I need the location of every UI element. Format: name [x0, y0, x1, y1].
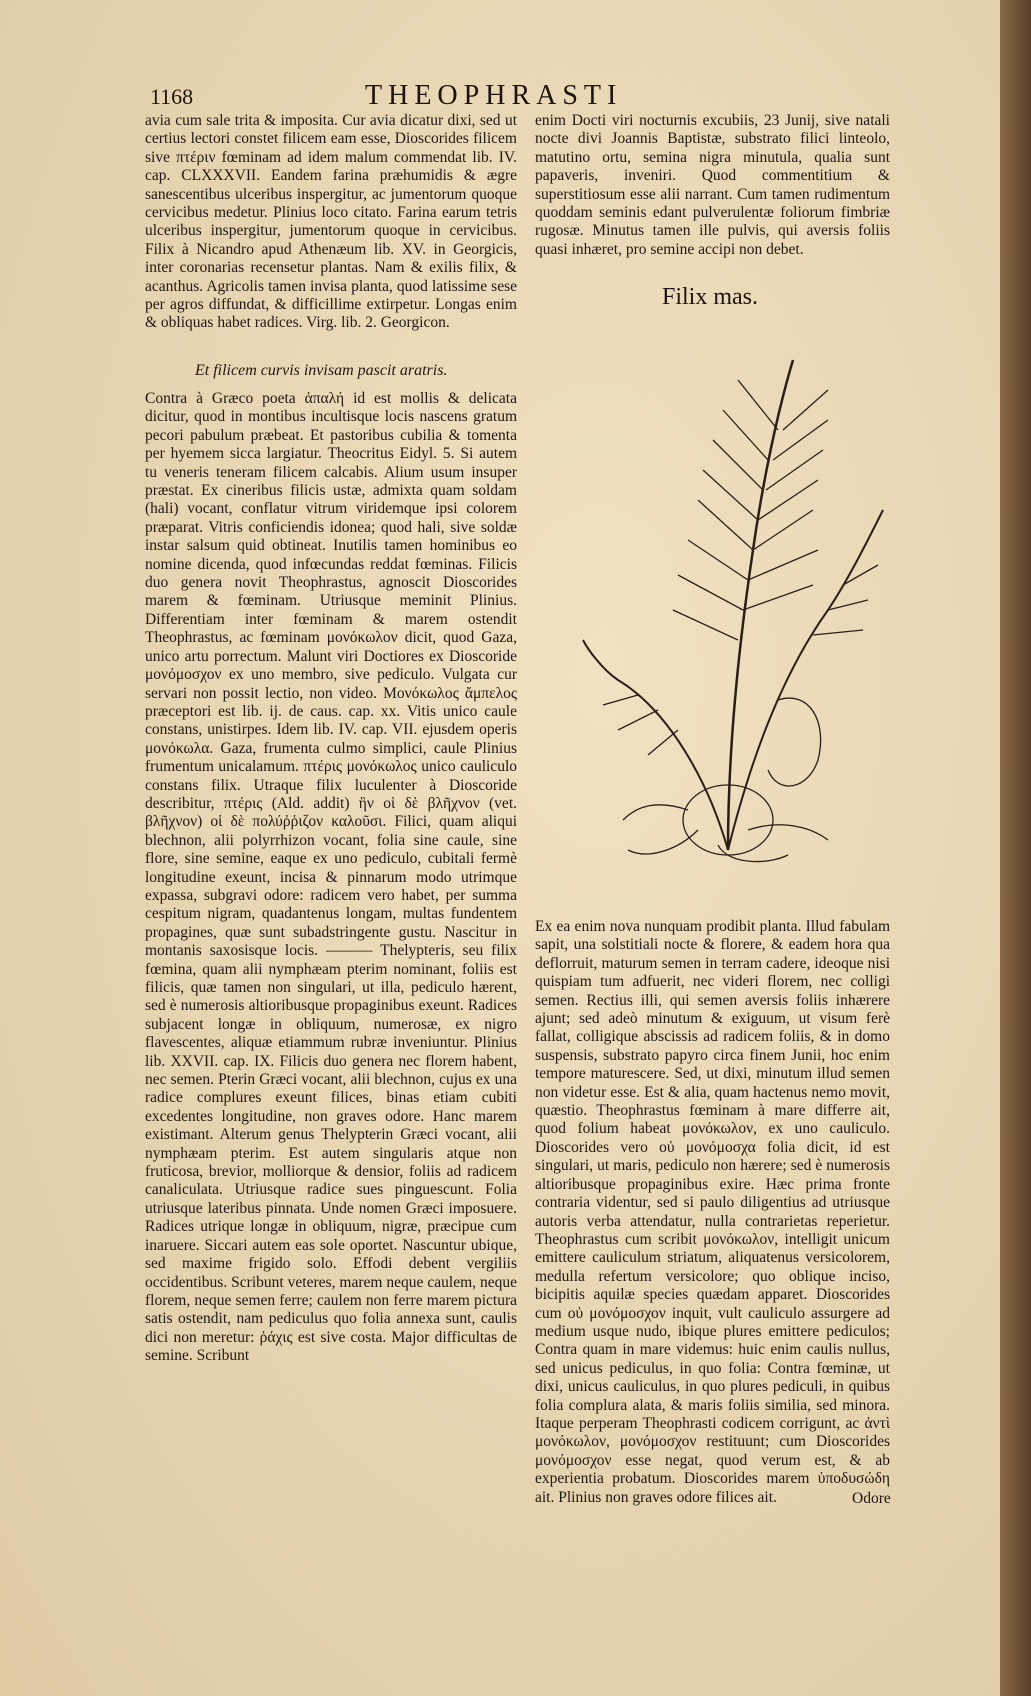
left-column-top-text: avia cum sale trita & imposita. Cur avia dicatur dixi, sed ut certius lectori constet filicem eam esse, Dioscorides filicem sive πτέριν fœminam ad idem malum commendat lib. IV. cap. CLXXXVII. Eandem farina præhumidis & ægre sanescentibus ulceribus inspergitur, ac jumentorum quoque cervicibus medetur. Plinius loco citato. Farina earum tetris ulceribus inspergitur, jumentorum quoque in cervicibus. Filix à Nicandro apud Athenæum lib. XV. in Georgicis, inter coronarias recensetur plantas. Nam & exilis filix, & acanthus. Agricolis tamen invisa planta, quod latissime sese per agros diffundat, & difficillime extirpetur. Longas enim & obliquas habet radices. Virg. lib. 2. Georgicon. — [145, 112, 517, 332]
fern-woodcut-illustration — [578, 350, 893, 870]
right-column-top-text: enim Docti viri nocturnis excubiis, 23 Junij, sive natali nocte divi Joannis Baptistæ, substrato filici linteolo, matutino ortu, semina nigra minutula, qualia sunt papaveris, inveniri. Quod commentitium & superstitiosum esse alii narrant. Cum tamen rudimentum quoddam seminis edant pulverulentæ foliorum fimbriæ rugosæ. Minutus tamen ille pulvis, qui aversis foliis quasi inhæret, pro semine accipi non debet. — [535, 112, 890, 258]
book-edge — [1000, 0, 1031, 1696]
page-number: 1168 — [150, 84, 194, 109]
catchword: Odore — [852, 1490, 891, 1507]
page-header — [150, 80, 960, 114]
right-column-main-text: Ex ea enim nova nunquam prodibit planta. Illud fabulam sapit, una solstitiali nocte & florere, & eadem hora qua deflorruit, maturum semen in terram cadere, ideoque nisi quispiam tum adfuerit, nec videri florem, nec colligi semen. Rectius illi, qui semen aversis foliis inhærere ajunt; sed adeò minutum & exiguum, ut visum ferè fallat, colligique abscissis ad radicem foliis, & in domo suspensis, substrato papyro circa finem Junii, hoc enim tempore maturescere. Sed, ut dixi, minutum illud semen non videtur esse. Est & alia, quam hactenus nemo movit, quæstio. Theophrastus fœminam à mare differre ait, quod folium habeat μονόκωλον, ex uno cauliculo. Dioscorides vero οὐ μονόμοσχα folia dicit, id est singulari, ut maris, pediculo non hærere; sed è numerosis altioribusque propaginibus exire. Hæc prima fronte contraria videntur, sed si paulo diligentius ad utriusque autoris verba attendatur, nulla contrarietas reperietur. Theophrastus cum scribit μονόκωλον, intelligit unicum emittere cauliculum striatum, aliquatenus versicolorem, medulla refertum versicolore; quo oblique inciso, bicipitis aquilæ species quædam apparet. Dioscorides cum οὐ μονόμοσχον inquit, vult cauliculo assurgere ad medium usque nudo, ibique plures emittere pediculos; Contra quam in mare videmus: huic enim caulis nullus, sed unicus pediculus, in quo folia: Contra fœminæ, ut dixi, unicus cauliculus, in quo plures pediculi, in quibus folia complura alata, & maris foliis similia, sed minora. Itaque perperam Theophrasti codicem corrigunt, ac ἀντὶ μονόκωλον, μονόμοσχον restituunt; cum Dioscorides μονόμοσχον esse negat, quod verum est, & ab experientia probatum. Dioscorides marem ὑποδυσώδη ait. Plinius non graves odore filices ait. — [535, 918, 890, 1506]
running-head: THEOPHRASTI — [365, 80, 623, 111]
left-column-main-text: Contra à Græco poeta ἁπαλή id est mollis & delicata dicitur, quod in montibus incultisque locis nascens gratum pecori pabulum præbeat. Et pastoribus cubilia & tomenta per hyemem sicca largiatur. Theocritus Eidyl. 5. Si autem tu veneris teneram filicem calcabis. Alium usum insuper præstat. Ex cineribus filicis ustæ, admixta quam soldam (hali) vocant, conflatur vitrum viridemque ipsi colorem præparat. Vitris conficiendis idonea; quod hali, sive soldæ instar salsum quid obtineat. Inutilis tamen hominibus eo nomine dicenda, quod infœcundas reddat fœminas. Filicis duo genera novit Theophrastus, agnoscit Dioscorides marem & fœminam. Utriusque meminit Plinius. Differentiam inter fœminam & marem ostendit Theophrastus, ac fœminam μονόκωλον dicit, quod Gaza, unico artu porrectum. Malunt viri Doctiores ex Dioscoride μονόμοσχον ex uno membro, sive pediculo. Vulgata cur servari non possit lectio, non video. Μονόκωλος ἄμπελος præceptori est lib. ij. de caus. cap. xx. Vitis unico caule constans, unistirpes. Idem lib. IV. cap. VII. ejusdem operis μονόκωλα. Gaza, frumenta culmo simplici, caule Plinius frumentum unicalamum. πτέρις μονόκωλος unico cauliculo constans filix. Utraque filix luculenter à Dioscoride describitur, πτέρις (Ald. addit) ἣν οἱ δὲ βλῆχνον (vet. βλῆχνον) οἱ δὲ πολύῤῥιζον καλοῦσι. Filici, quam aliqui blechnon, alii polyrrhizon vocant, folia sine caule, sine flore, sine semine, eaque ex uno pediculo, cubitali fermè longitudine exeunt, incisa & pinnarum modo utrimque expassa, subgravi odore: radicem vero habet, per summa cespitum nigram, quadantenus longam, multas fundentem propagines, quæ sunt subadstringente gustu. Nascitur in montanis saxosisque locis. ——— Thelypteris, seu filix fœmina, quam alii nymphæam pterim nominant, foliis est filicis, quæ tamen non singulari, ut illa, pediculo hærent, sed è numerosis altioribusque propaginibus exeunt. Radices subjacent longæ in obliquum, numerosæ, ex nigro flavescentes, aliquæ etiammum rubræ inveniuntur. Plinius lib. XXVII. cap. IX. Filicis duo genera nec florem habent, nec semen. Pterin Græci vocant, alii blechnon, cujus ex una radice complures exeunt filices, binas etiam cubiti excedentes longitudine, non graves odore. Hanc marem existimant. Alterum genus Thelypterin Græci vocant, alii nymphæam pterim. Est autem singularis atque non fruticosa, brevior, molliorque & densior, foliis ad radicem canaliculata. Utriusque radice sues pinguescunt. Folia utriusque lateribus pinnata. Unde nomen Græci imposuere. Radices utrique longæ in obliquum, nigræ, præcipue cum inaruere. Siccari autem eas sole oportet. Nascuntur ubique, sed maxime frigido solo. Effodi debent vergiliis occidentibus. Scribunt veteres, marem neque caulem, neque florem, neque semen ferre; caulem non ferre marem pictura satis ostendit, nam pediculus quo folia annexa sunt, caulis dici non meretur: ῥάχις est sive costa. Major difficultas de semine. Scribunt — [145, 390, 517, 1365]
verse-quote: Et filicem curvis invisam pascit aratris. — [195, 362, 448, 379]
figure-caption: Filix mas. — [662, 284, 759, 310]
